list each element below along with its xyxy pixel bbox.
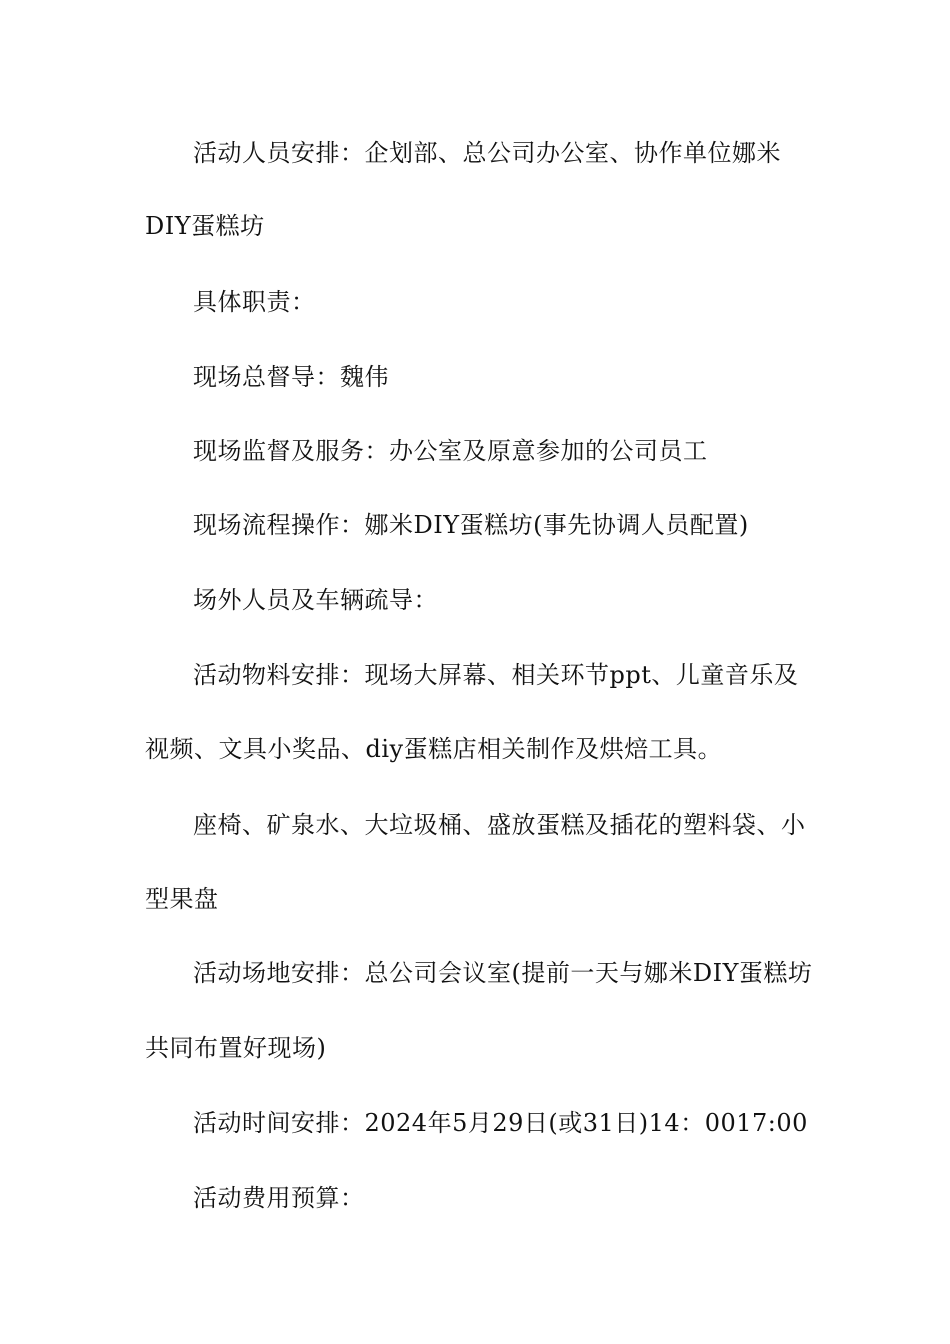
paragraph-duties-heading: 具体职责： [193,288,316,316]
paragraph-monitoring: 现场监督及服务：办公室及原意参加的公司员工 [193,437,708,465]
paragraph-supplies-line-2: 型果盘 [145,885,219,913]
paragraph-staffing-line-1: 活动人员安排：企划部、总公司办公室、协作单位娜米 [193,139,781,167]
paragraph-process-operation: 现场流程操作：娜米DIY蛋糕坊(事先协调人员配置) [193,511,749,539]
paragraph-supplies-line-1: 座椅、矿泉水、大垃圾桶、盛放蛋糕及插花的塑料袋、小 [193,811,806,839]
paragraph-staffing-line-2: DIY蛋糕坊 [145,212,265,240]
paragraph-supervisor: 现场总督导：魏伟 [193,363,389,391]
paragraph-materials-line-1: 活动物料安排：现场大屏幕、相关环节ppt、儿童音乐及 [193,661,799,689]
paragraph-venue-line-2: 共同布置好现场) [145,1034,327,1062]
paragraph-budget-heading: 活动费用预算： [193,1184,365,1212]
paragraph-schedule: 活动时间安排：2024年5月29日(或31日)14：0017:00 [193,1109,808,1137]
paragraph-venue-line-1: 活动场地安排：总公司会议室(提前一天与娜米DIY蛋糕坊 [193,959,813,987]
paragraph-materials-line-2: 视频、文具小奖品、diy蛋糕店相关制作及烘焙工具。 [145,735,723,763]
paragraph-traffic-guidance: 场外人员及车辆疏导： [193,586,438,614]
